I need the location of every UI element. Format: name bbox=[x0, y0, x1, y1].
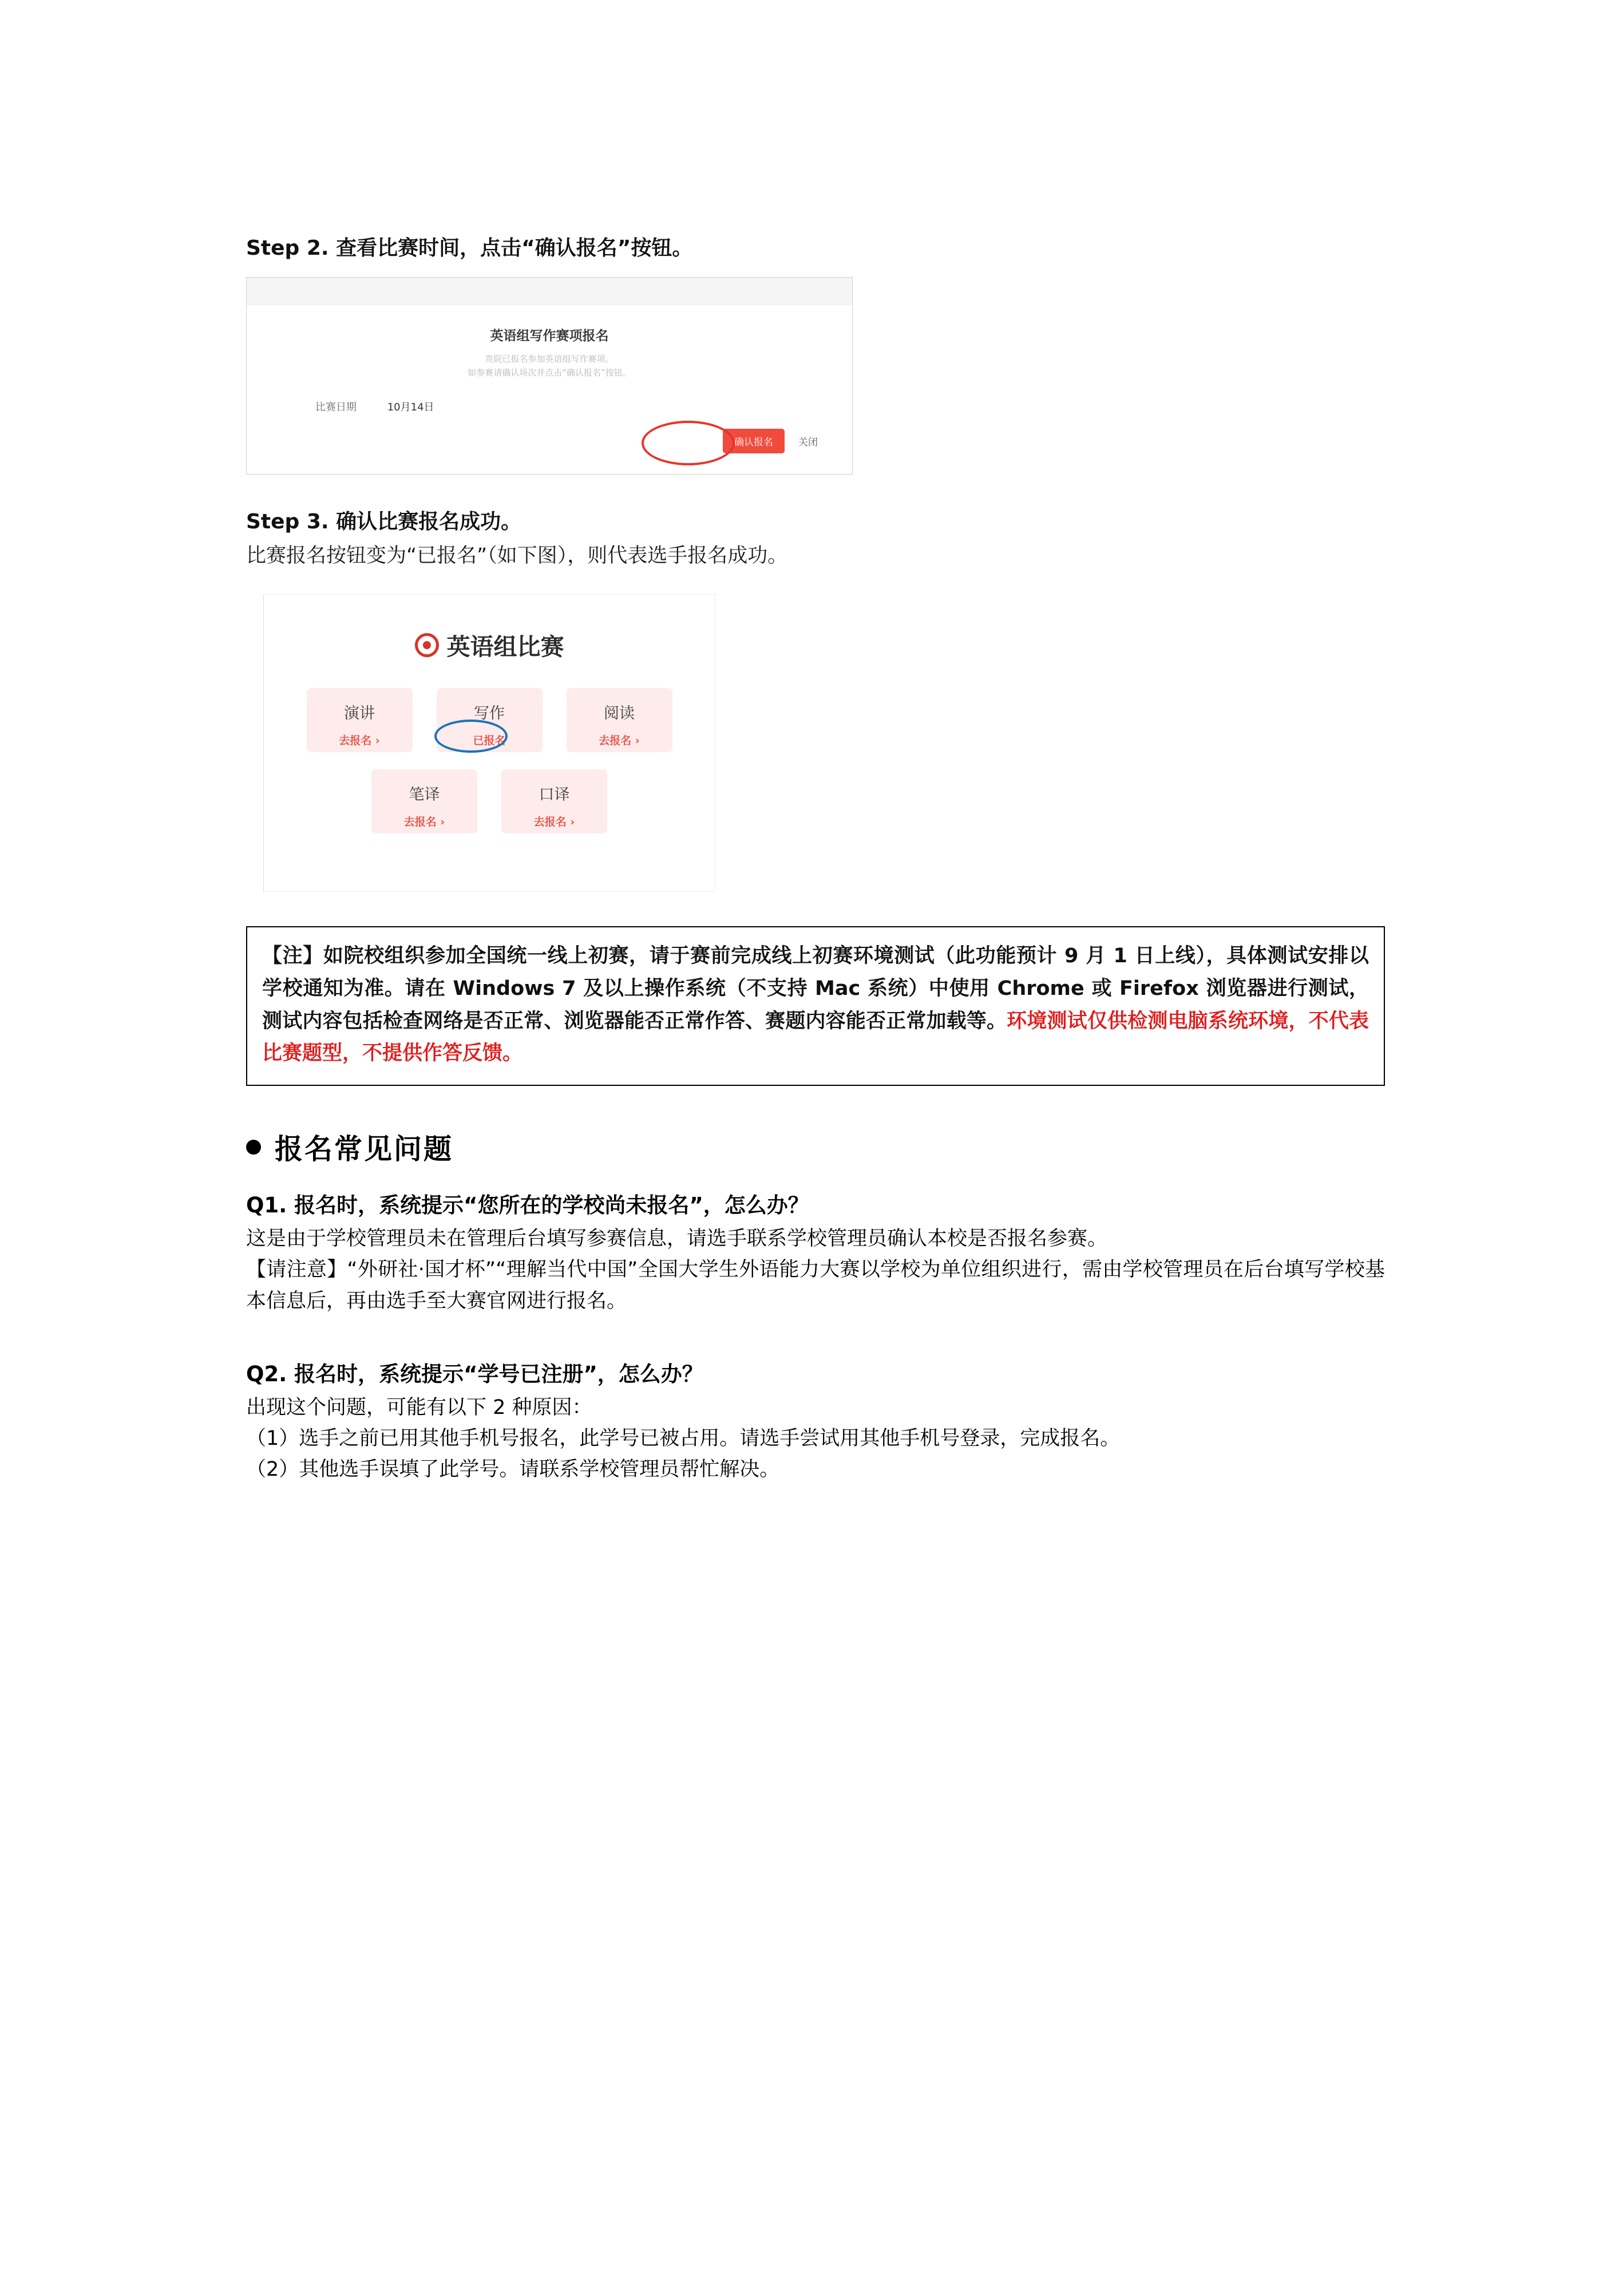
browser-topbar bbox=[247, 278, 852, 305]
match-card-name: 写作 bbox=[474, 705, 505, 723]
faq-answer-line: 出现这个问题，可能有以下 2 种原因： bbox=[246, 1396, 592, 1419]
match-card-row-2 bbox=[264, 769, 715, 833]
match-card[interactable] bbox=[437, 688, 543, 752]
contest-logo-icon bbox=[415, 633, 439, 657]
match-card-action[interactable]: 去报名 › bbox=[339, 734, 380, 748]
red-highlight-ellipse bbox=[642, 421, 735, 465]
faq-spacer bbox=[246, 1317, 1385, 1336]
close-dialog-button[interactable]: 关闭 bbox=[798, 437, 818, 448]
match-card-name: 笔译 bbox=[409, 786, 440, 804]
match-card[interactable] bbox=[307, 688, 413, 752]
note-box bbox=[246, 926, 1385, 1086]
match-card-action[interactable]: 去报名 › bbox=[599, 734, 640, 748]
faq-item-2 bbox=[246, 1357, 1385, 1485]
faq-question: Q2. 报名时，系统提示“学号已注册”，怎么办？ bbox=[246, 1361, 703, 1386]
match-card[interactable] bbox=[371, 769, 477, 833]
match-card-action-registered[interactable]: 已报名 bbox=[473, 734, 506, 748]
dialog-subtitle-line2: 如参赛请确认场次并点击“确认报名”按钮。 bbox=[468, 367, 631, 378]
faq-question: Q1. 报名时，系统提示“您所在的学校尚未报名”，怎么办？ bbox=[246, 1193, 809, 1218]
match-panel-title: 英语组比赛 bbox=[446, 633, 564, 661]
note-text bbox=[262, 940, 1369, 1070]
dialog-actions bbox=[723, 429, 818, 453]
match-panel-header bbox=[264, 628, 715, 662]
dialog-date-label: 比赛日期 bbox=[315, 401, 357, 413]
match-card-action[interactable]: 去报名 › bbox=[403, 816, 445, 829]
dialog-date-value: 10月14日 bbox=[387, 401, 434, 413]
dialog-subtitle-line1: 贵院已报名参加英语组写作赛项。 bbox=[485, 354, 614, 364]
match-card[interactable] bbox=[567, 688, 672, 752]
match-card-action[interactable]: 去报名 › bbox=[533, 816, 575, 829]
dialog-date-row bbox=[315, 399, 852, 414]
faq-answer-line: 这是由于学校管理员未在管理后台填写参赛信息，请选手联系学校管理员确认本校是否报名参赛。 bbox=[246, 1227, 1108, 1250]
match-card-name: 口译 bbox=[539, 786, 570, 804]
match-card-name: 演讲 bbox=[344, 705, 375, 723]
note-red-text: 环境测试仅供检测电脑系统环境，不代表比赛题型，不提供作答反馈。 bbox=[262, 1009, 1369, 1065]
dialog-title: 英语组写作赛项报名 bbox=[490, 329, 609, 343]
confirm-signup-button[interactable]: 确认报名 bbox=[723, 429, 785, 453]
document-content bbox=[246, 232, 1385, 1485]
bullet-icon bbox=[246, 1140, 261, 1155]
faq-heading-text: 报名常见问题 bbox=[275, 1133, 454, 1165]
screenshot-confirm-dialog bbox=[246, 277, 853, 475]
match-card-name: 阅读 bbox=[604, 705, 635, 723]
note-black-text: 【注】如院校组织参加全国统一线上初赛，请于赛前完成线上初赛环境测试（此功能预计 9 月 1 日上线），具体测试安排以学校通知为准。请在 Windows 7 及以上操作系统（不支持 Mac 系统）中使用 Chrome 或 Firefox 浏览器进行测试，测试内容包括检查网络是否正常、浏览器能否正常作答、赛题内容能否正常加载等。 bbox=[262, 945, 1369, 1033]
match-card-row-1 bbox=[264, 688, 715, 752]
faq-item-1 bbox=[246, 1188, 1385, 1317]
step3-heading: Step 3. 确认比赛报名成功。 bbox=[246, 510, 522, 534]
faq-answer-line: 【请注意】“外研社·国才杯”“理解当代中国”全国大学生外语能力大赛以学校为单位组织进行，需由学校管理员在后台填写学校基本信息后，再由选手至大赛官网进行报名。 bbox=[246, 1258, 1385, 1313]
match-card[interactable] bbox=[501, 769, 607, 833]
dialog-subtitle bbox=[247, 352, 852, 380]
faq-answer-line: （1）选手之前已用其他手机号报名，此学号已被占用。请选手尝试用其他手机号登录，完成报名。 bbox=[246, 1427, 1121, 1450]
step2-heading: Step 2. 查看比赛时间，点击“确认报名”按钮。 bbox=[246, 236, 693, 260]
step3-detail: 比赛报名按钮变为“已报名”（如下图），则代表选手报名成功。 bbox=[246, 544, 788, 567]
screenshot-match-list bbox=[263, 594, 715, 892]
faq-answer-line: （2）其他选手误填了此学号。请联系学校管理员帮忙解决。 bbox=[246, 1458, 780, 1481]
faq-heading bbox=[246, 1127, 1385, 1167]
